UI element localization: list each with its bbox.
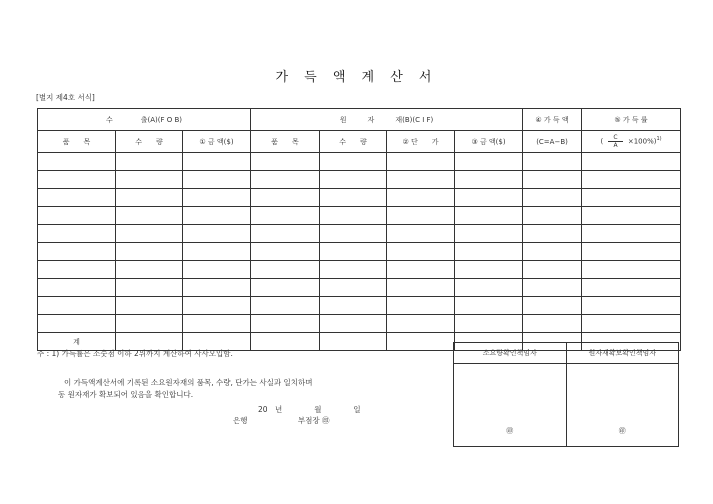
rate-multiplier: ×100%)	[627, 137, 657, 146]
table-cell[interactable]	[387, 279, 455, 297]
table-cell[interactable]	[523, 171, 582, 189]
form-number-label: [별지 제4호 서식]	[36, 93, 95, 102]
date-year: 20 년	[258, 405, 283, 414]
total-cell[interactable]	[387, 333, 455, 351]
gain-calculation-table	[37, 108, 681, 351]
table-cell[interactable]	[582, 189, 681, 207]
table-cell[interactable]	[320, 171, 387, 189]
table-cell[interactable]	[320, 315, 387, 333]
col-item-export: 품 목	[38, 131, 116, 153]
table-cell[interactable]	[116, 279, 183, 297]
material-confirmer-seal[interactable]: ㊞	[566, 364, 679, 447]
table-header-row-1	[38, 109, 681, 131]
bank-label: 은행	[233, 416, 248, 425]
table-cell[interactable]	[38, 225, 116, 243]
table-cell[interactable]	[320, 261, 387, 279]
table-row	[38, 297, 681, 315]
table-cell[interactable]	[38, 171, 116, 189]
table-cell[interactable]	[183, 279, 251, 297]
rate-numerator: C	[608, 134, 622, 142]
col-qty-import: 수 량	[320, 131, 387, 153]
table-cell[interactable]	[116, 153, 183, 171]
table-cell[interactable]	[523, 261, 582, 279]
table-cell[interactable]	[455, 243, 523, 261]
table-cell[interactable]	[455, 153, 523, 171]
table-cell[interactable]	[582, 153, 681, 171]
table-cell[interactable]	[320, 189, 387, 207]
table-cell[interactable]	[320, 297, 387, 315]
table-cell[interactable]	[183, 243, 251, 261]
confirmation-text-2: 동 원자재가 확보되어 있음을 확인합니다.	[58, 390, 194, 399]
table-header-row-2	[38, 131, 681, 153]
table-row	[38, 279, 681, 297]
table-cell[interactable]	[523, 207, 582, 225]
rate-footnote-mark: 1)	[656, 136, 662, 143]
table-cell[interactable]	[38, 315, 116, 333]
table-row	[38, 315, 681, 333]
branch-manager-label: 부점장 ㊞	[297, 416, 330, 425]
rate-denominator: A	[613, 142, 618, 149]
table-cell[interactable]	[183, 189, 251, 207]
table-row	[38, 171, 681, 189]
table-cell[interactable]	[320, 153, 387, 171]
table-row	[38, 153, 681, 171]
table-cell[interactable]	[582, 261, 681, 279]
table-cell[interactable]	[455, 225, 523, 243]
table-cell[interactable]	[38, 207, 116, 225]
signature-box	[453, 342, 679, 447]
table-cell[interactable]	[455, 315, 523, 333]
table-cell[interactable]	[251, 153, 320, 171]
table-cell[interactable]	[582, 225, 681, 243]
table-cell[interactable]	[582, 171, 681, 189]
col-item-import: 품 목	[251, 131, 320, 153]
table-cell[interactable]	[320, 207, 387, 225]
total-cell[interactable]	[320, 333, 387, 351]
table-cell[interactable]	[387, 243, 455, 261]
table-cell[interactable]	[582, 243, 681, 261]
export-header: 수 출(A)(F O B)	[38, 109, 251, 131]
table-cell[interactable]	[116, 171, 183, 189]
table-cell[interactable]	[183, 297, 251, 315]
table-cell[interactable]	[38, 261, 116, 279]
table-cell[interactable]	[387, 207, 455, 225]
table-cell[interactable]	[387, 315, 455, 333]
table-cell[interactable]	[183, 315, 251, 333]
table-cell[interactable]	[455, 297, 523, 315]
table-cell[interactable]	[251, 225, 320, 243]
date-line	[258, 404, 361, 415]
gain-amount-header: ④ 가 득 액	[523, 109, 582, 131]
table-cell[interactable]	[183, 171, 251, 189]
rate-open-paren: (	[600, 137, 604, 146]
table-cell[interactable]	[116, 225, 183, 243]
col-gain-rate-formula	[582, 131, 681, 153]
table-cell[interactable]	[523, 153, 582, 171]
table-row	[38, 243, 681, 261]
table-cell[interactable]	[38, 297, 116, 315]
table-cell[interactable]	[38, 189, 116, 207]
table-cell[interactable]	[582, 297, 681, 315]
table-cell[interactable]	[116, 297, 183, 315]
table-cell[interactable]	[523, 297, 582, 315]
date-day: 일	[353, 405, 361, 414]
table-cell[interactable]	[38, 153, 116, 171]
total-label: 계	[38, 333, 116, 351]
table-cell[interactable]	[387, 297, 455, 315]
table-cell[interactable]	[116, 315, 183, 333]
table-cell[interactable]	[116, 243, 183, 261]
table-cell[interactable]	[387, 153, 455, 171]
table-cell[interactable]	[251, 189, 320, 207]
table-cell[interactable]	[455, 261, 523, 279]
table-cell[interactable]	[523, 225, 582, 243]
table-cell[interactable]	[455, 189, 523, 207]
table-cell[interactable]	[251, 279, 320, 297]
bank-sign-line	[233, 415, 330, 426]
table-cell[interactable]	[116, 207, 183, 225]
gain-rate-header: ⑤ 가 득 률	[582, 109, 681, 131]
table-cell[interactable]	[387, 225, 455, 243]
col-unit-price: ② 단 가	[387, 131, 455, 153]
table-cell[interactable]	[523, 279, 582, 297]
date-month: 월	[314, 405, 322, 414]
table-row	[38, 189, 681, 207]
table-row	[38, 261, 681, 279]
document-title: 가 득 액 계 산 서	[275, 70, 438, 85]
table-cell[interactable]	[183, 225, 251, 243]
col-gain-formula: (C=A−B)	[523, 131, 582, 153]
table-cell[interactable]	[38, 279, 116, 297]
table-cell[interactable]	[455, 207, 523, 225]
table-cell[interactable]	[116, 189, 183, 207]
table-cell[interactable]	[320, 243, 387, 261]
rate-fraction	[608, 134, 622, 149]
table-cell[interactable]	[183, 207, 251, 225]
table-cell[interactable]	[455, 171, 523, 189]
table-cell[interactable]	[523, 315, 582, 333]
table-row	[38, 207, 681, 225]
table-cell[interactable]	[183, 261, 251, 279]
footnote-1: 주 : 1) 가득률은 소숫점 이하 2위까지 계산하여 사사오입함.	[37, 349, 233, 358]
table-cell[interactable]	[320, 225, 387, 243]
table-cell[interactable]	[582, 315, 681, 333]
quantity-confirmer-header: 소요량확인책임자	[454, 343, 567, 364]
table-cell[interactable]	[455, 279, 523, 297]
material-confirmer-header: 원자재확보확인책임자	[566, 343, 679, 364]
table-cell[interactable]	[251, 207, 320, 225]
table-cell[interactable]	[387, 189, 455, 207]
confirmation-text-1: 이 가득액계산서에 기록된 소요원자재의 품목, 수량, 단가는 사실과 일치하며	[64, 378, 313, 387]
table-cell[interactable]	[387, 261, 455, 279]
table-cell[interactable]	[38, 243, 116, 261]
table-row	[38, 225, 681, 243]
table-cell[interactable]	[251, 261, 320, 279]
table-cell[interactable]	[582, 279, 681, 297]
table-cell[interactable]	[320, 279, 387, 297]
table-cell[interactable]	[523, 243, 582, 261]
total-cell[interactable]	[251, 333, 320, 351]
quantity-confirmer-seal[interactable]: ㊞	[454, 364, 567, 447]
col-qty-export: 수 량	[116, 131, 183, 153]
col-amount-export: ① 금 액($)	[183, 131, 251, 153]
table-cell[interactable]	[116, 261, 183, 279]
table-cell[interactable]	[251, 171, 320, 189]
table-cell[interactable]	[183, 153, 251, 171]
import-header: 원 자 재(B)(C I F)	[251, 109, 523, 131]
table-cell[interactable]	[582, 207, 681, 225]
table-cell[interactable]	[523, 189, 582, 207]
table-cell[interactable]	[251, 315, 320, 333]
table-cell[interactable]	[387, 171, 455, 189]
col-amount-import: ③ 금 액($)	[455, 131, 523, 153]
table-cell[interactable]	[251, 243, 320, 261]
table-cell[interactable]	[251, 297, 320, 315]
